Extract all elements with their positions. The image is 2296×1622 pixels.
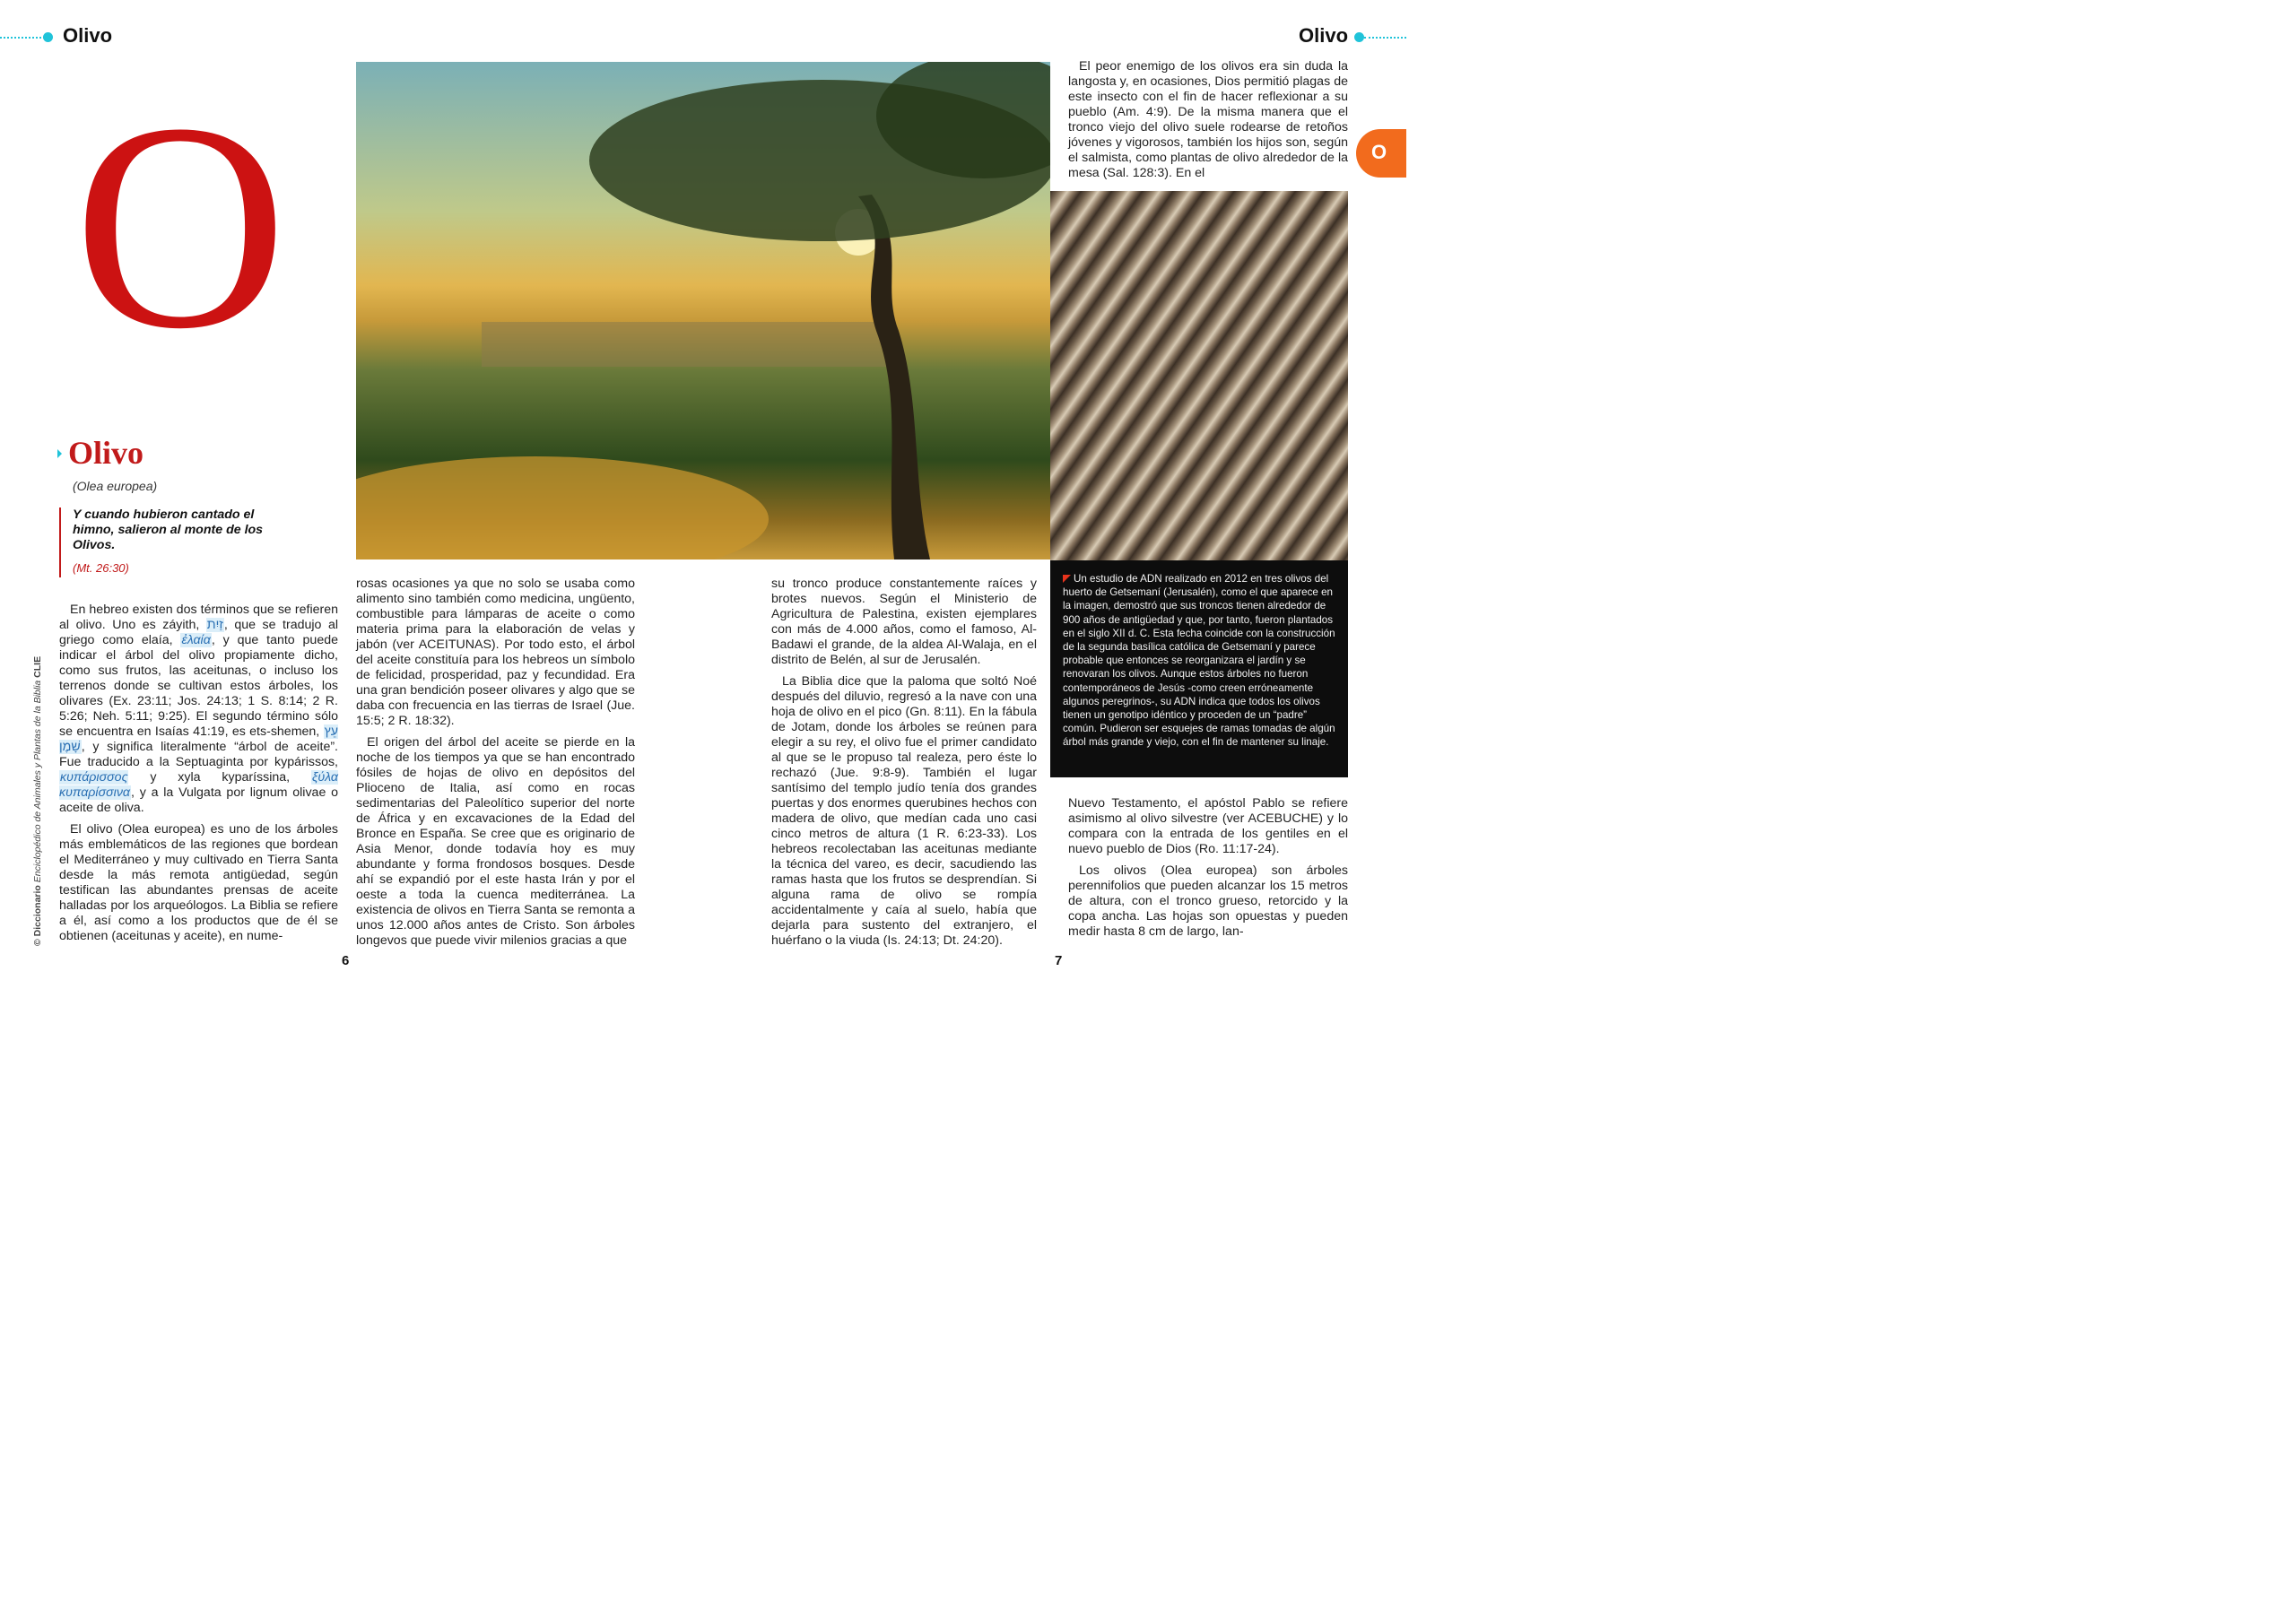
column-4-bottom	[1068, 796, 1348, 946]
col4-paragraph-2: Los olivos (Olea europea) son árboles perennifolios que pueden alcanzar los 15 metros de altura, con el tronco grueso, retorcido y la copa ancha. Las hojas son opuestas y pueden medir hasta 8 cm de largo, lan-	[1068, 863, 1348, 939]
col1-paragraph-1: En hebreo existen dos términos que se refieren al olivo. Uno es záyith, זַיִת, que se tradujo al griego como elaía, ἐλαία, y que tanto puede indicar el árbol del olivo propiamente dicho, como sus frutos, las aceitunas, o incluso los terrenos donde se cultivan estos árboles, los olivares (Ex. 23:11; Jos. 24:13; 1 S. 8:14; 2 R. 5:26; Neh. 5:11; 9:25). El segundo término sólo se encuentra en Isaías 41:19, es ets-shemen, עֵץ שָׁמֶן, y significa literalmente “árbol de aceite”. Fue traducido a la Septuaginta por kypárissos, κυπάρισσος y xyla kyparíssina, ξύλα κυπαρίσσινα, y a la Vulgata por lignum olivae o aceite de oliva.	[59, 603, 338, 815]
entry-title: Olivo	[68, 435, 144, 471]
col1-paragraph-2: El olivo (Olea europea) es uno de los árboles más emblemáticos de las regiones que bordean el Mediterráneo y muy cultivado en Tierra Santa desde la más remota antigüedad, según testifican las abundantes prensas de aceite halladas por los arqueólogos. La Biblia se refiere a él, así como a los productos que de él se obtienen (aceitunas y aceite), en nume-	[59, 822, 338, 943]
book-spread	[0, 0, 1406, 993]
header-dot-left	[43, 32, 53, 42]
header-dotted-rule-right	[1364, 37, 1406, 39]
hebrew-term-ets-shemen[interactable]: עֵץ שָׁמֶן	[59, 724, 338, 754]
page-number-right: 7	[1055, 953, 1063, 968]
header-dotted-rule-left	[0, 37, 45, 39]
column-4-top	[1068, 59, 1348, 187]
section-tab-letter: O	[1371, 141, 1387, 163]
header-dot-right	[1354, 32, 1364, 42]
olive-tree-sunset-illustration	[356, 62, 1050, 559]
col3-paragraph-2: La Biblia dice que la paloma que soltó Noé después del diluvio, regresó a la nave con una hoja de olivo en el pico (Gn. 8:11). En la fábula de Jotam, donde los árboles se reúnen para elegir a su rey, el olivo fue el primer candidato al que se le propuso tal realeza, pero éste lo rechazó (Jue. 9:8-9). También el lugar santísimo del templo judío tenía dos grandes puertas y dos enormes querubines hechos con madera de olivo, que medían cada uno casi cinco metros de altura (1 R. 6:23-33). Los hebreos recolectaban las aceitunas mediante la técnica del vareo, es decir, sacudiendo las ramas hasta que los frutos se desprendían. Si alguna rama de olivo se rompía accidentalmente y caía al suelo, había que dejarla para sustento del extranjero, el huérfano o la viuda (Is. 24:13; Dt. 24:20).	[771, 674, 1037, 948]
scientific-name: (Olea europea)	[73, 479, 158, 493]
running-title-left: Olivo	[63, 24, 113, 47]
col4-paragraph-top: El peor enemigo de los olivos era sin duda la langosta y, en ocasiones, Dios permitió plagas de este insecto con el fin de hacer reflexionar a su pueblo (Am. 4:9). De la misma manera que el tronco viejo del olivo suele rodearse de retoños jóvenes y vigorosos, también los hijos son, según el salmista, como plantas de olivo alrededor de la mesa (Sal. 128:3). En el	[1068, 59, 1348, 180]
big-initial-letter: O	[74, 63, 288, 390]
quote-reference: (Mt. 26:30)	[73, 561, 129, 575]
col4-paragraph-1: Nuevo Testamento, el apóstol Pablo se refiere asimismo al olivo silvestre (ver ACEBUCHE) y lo compara con la entrada de los gentiles en el nuevo pueblo de Dios (Ro. 11:17-24).	[1068, 796, 1348, 856]
running-title-right: Olivo	[1299, 24, 1349, 47]
photo-olive-tree-jerusalem	[356, 62, 1050, 559]
photo-caption-box	[1050, 560, 1348, 777]
greek-term-kyparissos[interactable]: κυπάρισσος	[60, 770, 128, 785]
column-1	[59, 603, 338, 950]
page-number-left: 6	[342, 953, 350, 968]
quote-bar	[59, 507, 61, 577]
copyright-vertical	[32, 656, 43, 946]
copyright-publisher: CLIE	[32, 655, 43, 678]
hebrew-term-zayith[interactable]: זַיִת	[206, 618, 223, 632]
column-2	[356, 577, 635, 955]
section-tab	[1356, 129, 1406, 178]
col2-paragraph-1: rosas ocasiones ya que no solo se usaba como alimento sino también como medicina, ungüento, combustible para lámparas de aceite o como materia prima para la elaboración de velas y jabón (ver ACEITUNAS). Por todo esto, el árbol del aceite constituía para los hebreos un símbolo de felicidad, prosperidad, paz y fecundidad. Era una gran bendición poseer olivares y algo que se daba con frecuencia en las tierras de Israel (Jue. 15:5; 2 R. 18:32).	[356, 577, 635, 728]
photo-olive-bark	[1050, 191, 1348, 560]
column-3	[771, 577, 1037, 955]
quote-text: Y cuando hubieron cantado el himno, salieron al monte de los Olivos.	[73, 507, 264, 552]
copyright-prefix: © Diccionario	[32, 885, 43, 946]
entry-marker-icon	[57, 449, 62, 458]
col2-paragraph-2: El origen del árbol del aceite se pierde en la noche de los tiempos ya que se han encontrado fósiles de hojas de olivo en depósitos del Plioceno de Italia, así como en rocas sedimentarias del Paleolítico superior del norte de África y en excavaciones de la Edad del Bronce en España. Se cree que es originario de Asia Menor, donde todavía hoy es muy abundante y forma frondosos bosques. Desde ahí se expandió por el este hasta Irán y por el oeste a toda la cuenca mediterránea. La existencia de olivos en Tierra Santa se remonta a unos 12.000 años antes de Cristo. Son árboles longevos que puede vivir milenios gracias a que	[356, 735, 635, 948]
greek-term-elaia[interactable]: ἐλαία	[181, 633, 211, 647]
col3-paragraph-1: su tronco produce constantemente raíces y brotes nuevos. Según el Ministerio de Agricultura de Palestina, existen ejemplares con más de 4.000 años, como el famoso, Al-Badawi el grande, de la aldea Al-Walaja, en el distrito de Belén, al sur de Jerusalén.	[771, 577, 1037, 667]
caption-text: Un estudio de ADN realizado en 2012 en tres olivos del huerto de Getsemaní (Jerusalén), como el que aparece en la imagen, demostró que sus troncos tienen alrededor de 900 años de antigüedad y que, por tanto, fueron plantados en el siglo XII d. C. Esta fecha coincide con la construcción de la segunda basílica católica de Getsemaní y parece probable que entonces se reorganizara el jardín y se renovaran los olivos. Aunque estos árboles no fueron contemporáneos de Jesús -como creen erróneamente algunos peregrinos-, su ADN indica que todos los olivos tienen un genotipo idéntico y proceden de un “padre” común. Pudieron ser esquejes de ramas tomadas de algún árbol más grande y viejo, con el fin de mantener su linaje.	[1063, 573, 1335, 749]
copyright-title: Enciclopédico de Animales y Plantas de la Biblia	[32, 680, 43, 883]
greek-term-xyla-kyparissina[interactable]: ξύλα κυπαρίσσινα	[59, 770, 338, 800]
